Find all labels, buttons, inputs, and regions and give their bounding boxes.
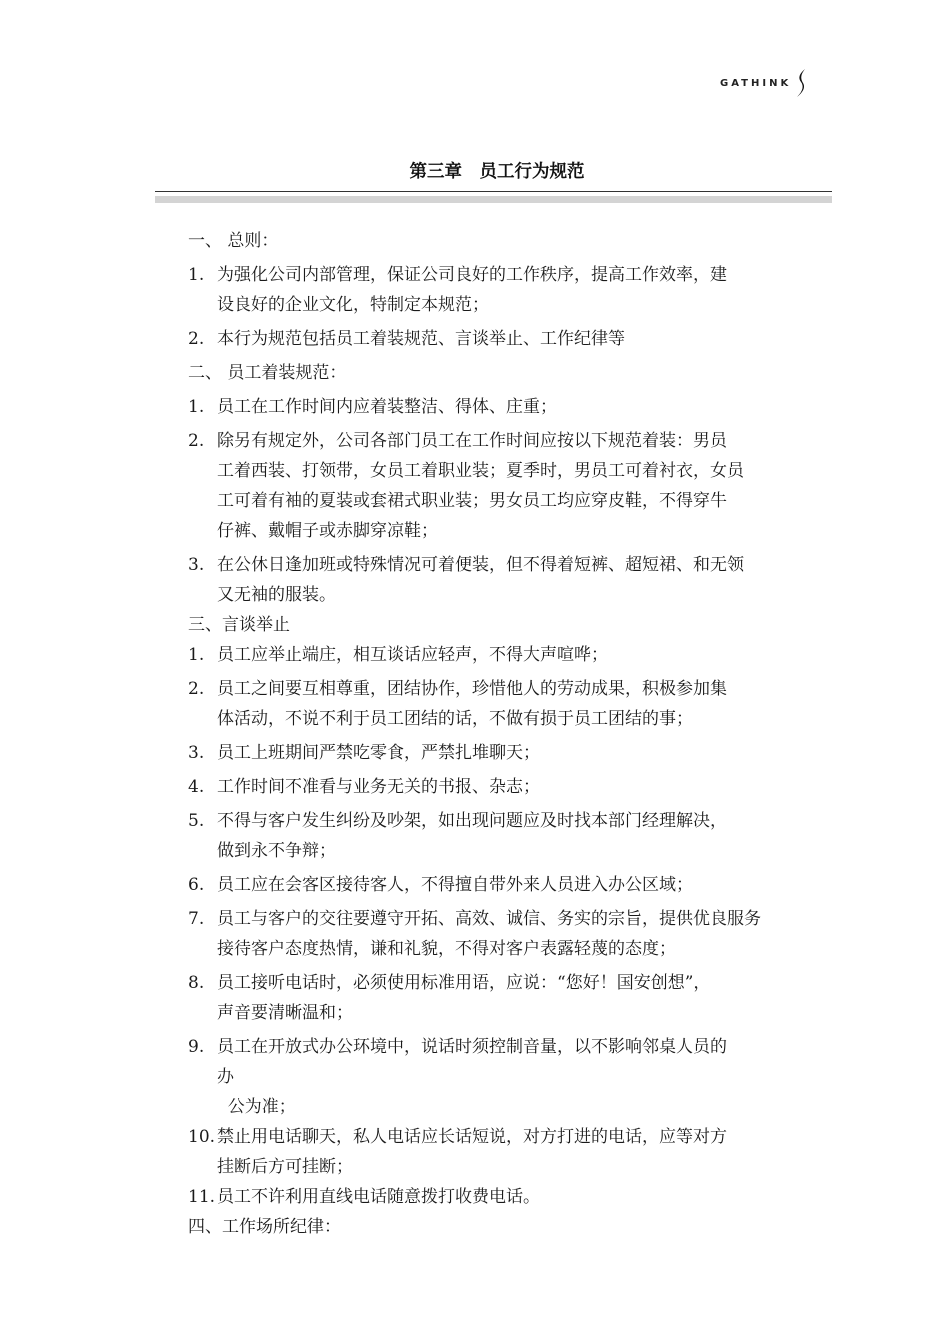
list-item: 7. 员工与客户的交往要遵守开拓、高效、诚信、务实的宗旨，提供优良服务 <box>188 909 761 929</box>
list-item-continuation: 仔裤、戴帽子或赤脚穿凉鞋； <box>217 521 438 541</box>
list-item-continuation: 公为准； <box>217 1097 296 1117</box>
chapter-title: 第三章 员工行为规范 <box>409 162 585 182</box>
logo-text: GATHINK <box>720 77 792 89</box>
list-item: 5. 不得与客户发生纠纷及吵架，如出现问题应及时找本部门经理解决， <box>188 811 727 831</box>
list-item: 10. 禁止用电话聊天，私人电话应长话短说，对方打进的电话，应等对方 <box>188 1127 727 1147</box>
list-item-continuation: 又无袖的服装。 <box>217 585 336 605</box>
list-item-continuation: 设良好的企业文化，特制定本规范； <box>217 295 489 315</box>
list-item-continuation: 做到永不争辩； <box>217 841 336 861</box>
list-item-continuation: 工可着有袖的夏装或套裙式职业装；男女员工均应穿皮鞋，不得穿牛 <box>217 491 727 511</box>
list-item: 1. 员工应举止端庄，相互谈话应轻声，不得大声喧哗； <box>188 645 608 665</box>
list-item-continuation: 办 <box>217 1067 234 1087</box>
section-heading: 四、工作场所纪律： <box>188 1217 341 1237</box>
document-body <box>188 226 808 1242</box>
list-item: 1. 为强化公司内部管理，保证公司良好的工作秩序，提高工作效率，建 <box>188 265 727 285</box>
list-item-continuation: 声音要清晰温和； <box>217 1003 353 1023</box>
title-rule-thick <box>155 196 832 203</box>
list-item: 2. 员工之间要互相尊重，团结协作，珍惜他人的劳动成果，积极参加集 <box>188 679 727 699</box>
list-item-continuation: 挂断后方可挂断； <box>217 1157 353 1177</box>
list-item: 3. 在公休日逢加班或特殊情况可着便装，但不得着短裤、超短裙、和无领 <box>188 555 744 575</box>
list-item: 8. 员工接听电话时，必须使用标准用语，应说：“您好！国安创想”， <box>188 973 711 993</box>
list-item: 3. 员工上班期间严禁吃零食，严禁扎堆聊天； <box>188 743 540 763</box>
section-heading: 三、言谈举止 <box>188 615 290 635</box>
list-item-continuation: 体活动，不说不利于员工团结的话，不做有损于员工团结的事； <box>217 709 693 729</box>
section-heading: 一、 总则： <box>188 231 279 251</box>
list-item-continuation: 接待客户态度热情，谦和礼貌，不得对客户表露轻蔑的态度； <box>217 939 676 959</box>
list-item: 2. 除另有规定外，公司各部门员工在工作时间应按以下规范着装：男员 <box>188 431 727 451</box>
logo-swoosh-icon <box>795 68 809 98</box>
title-rule-thin <box>155 191 832 192</box>
list-item: 11. 员工不许利用直线电话随意拨打收费电话。 <box>188 1187 540 1207</box>
list-item: 2. 本行为规范包括员工着装规范、言谈举止、工作纪律等 <box>188 329 625 349</box>
list-item: 9. 员工在开放式办公环境中，说话时须控制音量，以不影响邻桌人员的 <box>188 1037 727 1057</box>
list-item: 4. 工作时间不准看与业务无关的书报、杂志； <box>188 777 540 797</box>
company-logo <box>720 68 809 98</box>
list-item: 6. 员工应在会客区接待客人，不得擅自带外来人员进入办公区域； <box>188 875 693 895</box>
section-heading: 二、 员工着装规范： <box>188 363 347 383</box>
list-item: 1. 员工在工作时间内应着装整洁、得体、庄重； <box>188 397 557 417</box>
list-item-continuation: 工着西装、打领带，女员工着职业装；夏季时，男员工可着衬衣，女员 <box>217 461 744 481</box>
